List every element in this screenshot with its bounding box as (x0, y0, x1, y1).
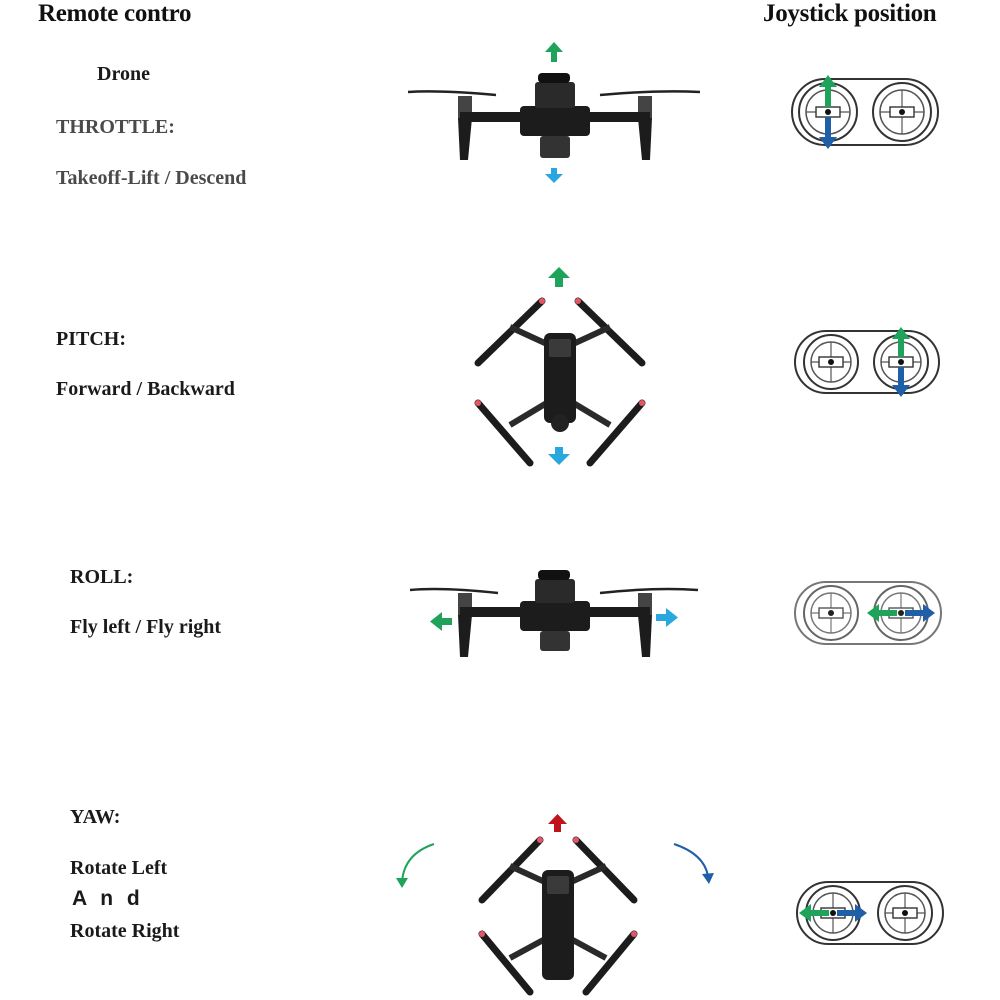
joystick-panel-roll (793, 578, 943, 650)
joystick-panel-yaw (795, 878, 945, 950)
roll-label: ROLL: (70, 566, 134, 588)
yaw-and-text: A n d (72, 887, 144, 910)
throttle-label: THROTTLE: (56, 116, 175, 138)
drone-side-view-throttle (400, 40, 710, 190)
rotate-right-icon (674, 844, 714, 884)
drone-label: Drone (97, 63, 150, 85)
rotate-left-icon (396, 844, 434, 888)
arrow-up-icon (548, 814, 567, 832)
arrow-down-icon (548, 447, 570, 465)
yaw-description-left: Rotate Left (70, 857, 168, 879)
arrow-right-icon (656, 608, 678, 627)
left-stick (804, 335, 858, 389)
pitch-description: Forward / Backward (56, 378, 235, 400)
left-column-header: Remote contro (38, 0, 192, 27)
throttle-description: Takeoff-Lift / Descend (56, 167, 247, 189)
pitch-label: PITCH: (56, 328, 126, 350)
right-stick (873, 83, 931, 141)
joystick-panel-pitch (793, 327, 941, 399)
arrow-up-icon (548, 267, 570, 287)
right-column-header: Joystick position (763, 0, 937, 27)
drone-top-view-pitch (470, 265, 650, 470)
drone-side-view-roll (400, 565, 710, 665)
joystick-panel-throttle (790, 75, 940, 155)
yaw-description-right: Rotate Right (70, 920, 180, 942)
right-stick (878, 886, 932, 940)
left-stick (804, 586, 858, 640)
yaw-label: YAW: (70, 806, 121, 828)
arrow-down-icon (545, 168, 563, 183)
roll-description: Fly left / Fly right (70, 616, 222, 638)
arrow-up-icon (545, 42, 563, 62)
drone-top-view-yaw (390, 812, 730, 1000)
arrow-left-icon (430, 612, 452, 631)
